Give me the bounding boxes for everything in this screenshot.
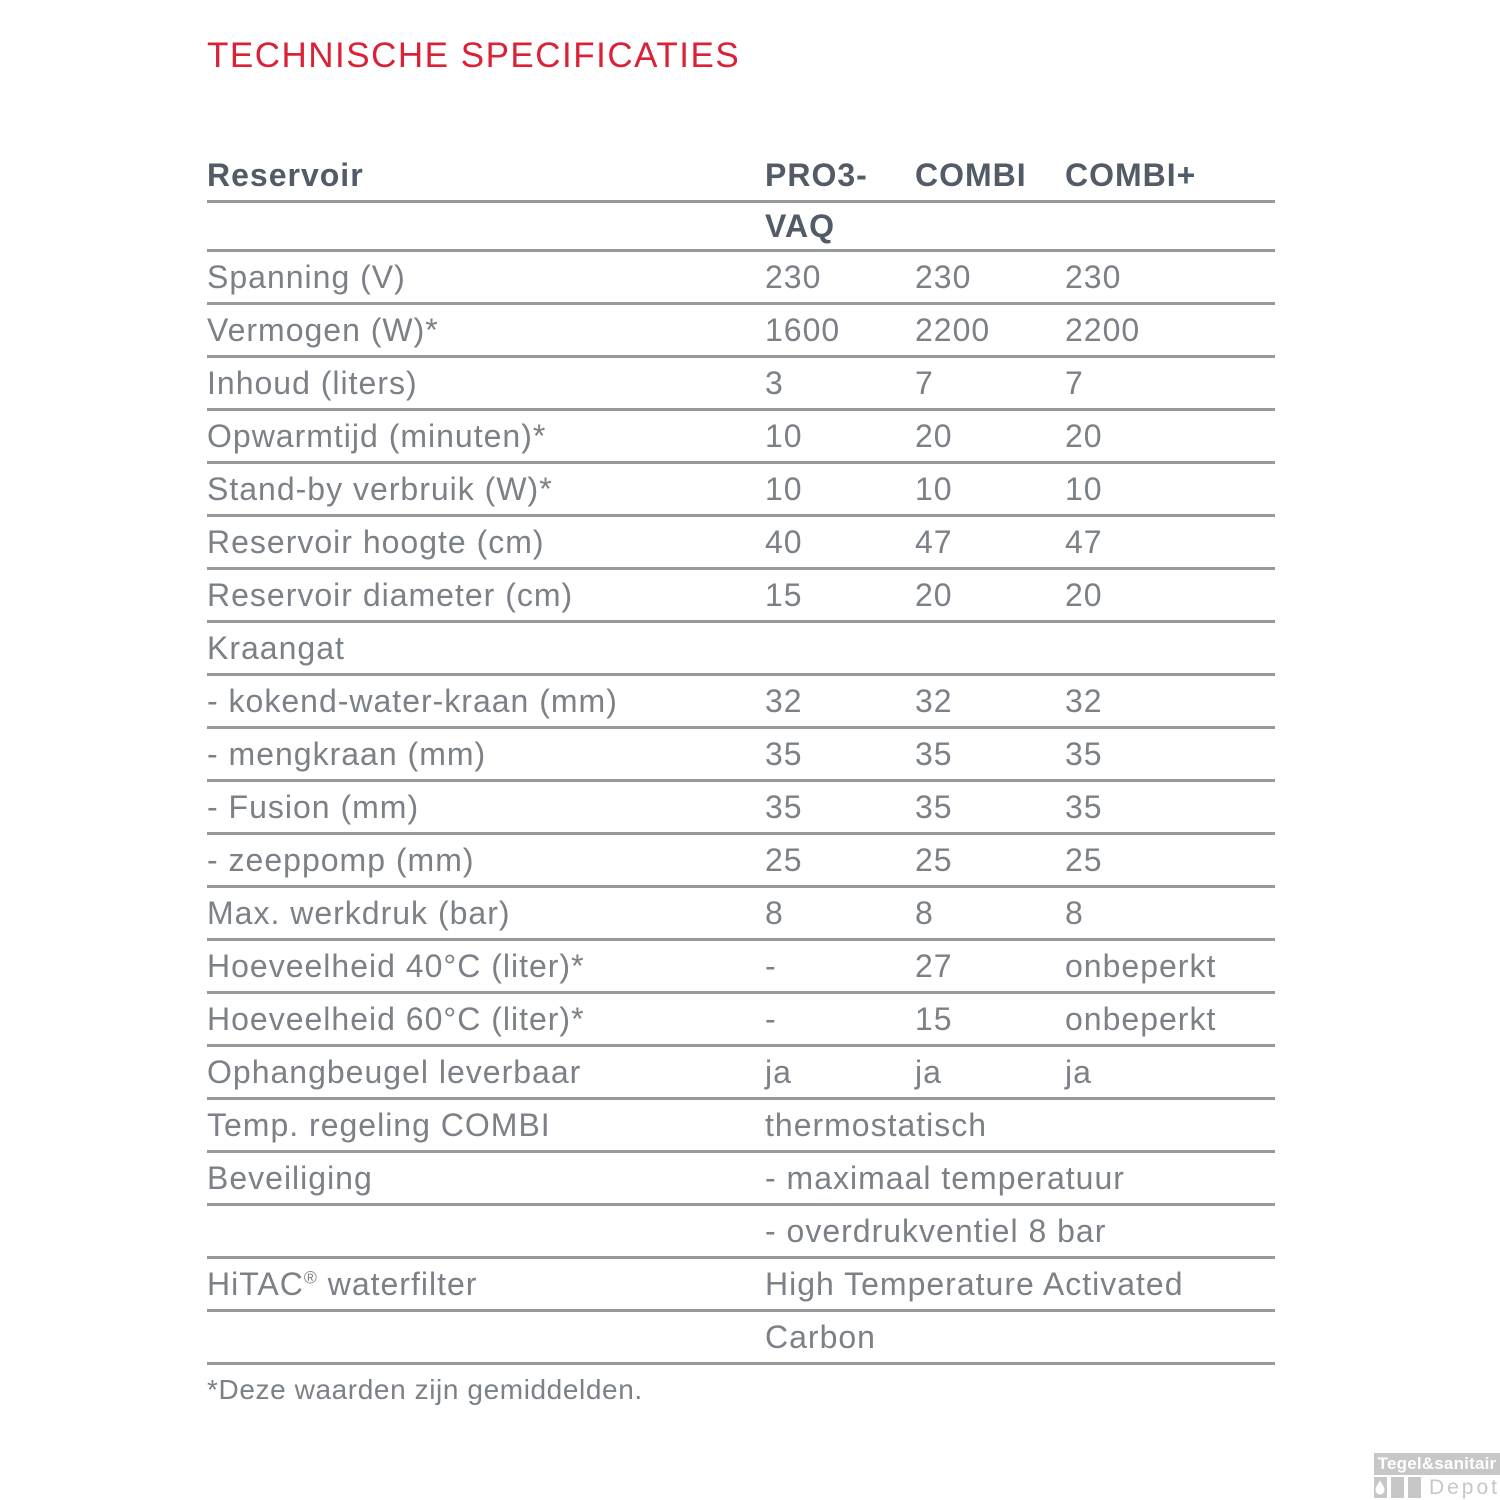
hitac-label: HiTAC — [207, 1265, 304, 1302]
row-value: 32 — [765, 682, 803, 719]
table-row — [207, 835, 1275, 888]
column-header-reservoir: Reservoir — [207, 156, 364, 193]
row-value: thermostatisch — [765, 1106, 988, 1143]
column-header-combi-plus: COMBI+ — [1065, 156, 1197, 193]
waterfilter-label: waterfilter — [317, 1265, 478, 1302]
row-value: 35 — [915, 735, 953, 772]
row-value: 10 — [765, 417, 803, 454]
table-row — [207, 570, 1275, 623]
row-value: - — [765, 1000, 777, 1037]
row-value: 10 — [915, 470, 953, 507]
table-row — [207, 517, 1275, 570]
table-row — [207, 1153, 1275, 1206]
row-label: - zeeppomp (mm) — [207, 841, 475, 878]
row-label: Spanning (V) — [207, 258, 406, 295]
row-label: Inhoud (liters) — [207, 364, 418, 401]
row-value: 15 — [915, 1000, 953, 1037]
row-value: High Temperature Activated — [765, 1265, 1184, 1302]
row-value: 230 — [765, 258, 822, 295]
table-row — [207, 358, 1275, 411]
row-value: 35 — [1065, 735, 1103, 772]
table-row — [207, 994, 1275, 1047]
table-header-row — [207, 150, 1275, 203]
logo-square — [1408, 1477, 1421, 1498]
row-label: Ophangbeugel leverbaar — [207, 1053, 582, 1090]
column-header-combi: COMBI — [915, 156, 1027, 193]
row-value: 35 — [915, 788, 953, 825]
table-header-row-2 — [207, 203, 1275, 252]
row-value: 35 — [1065, 788, 1103, 825]
row-label: Stand-by verbruik (W)* — [207, 470, 553, 507]
table-row — [207, 1100, 1275, 1153]
brand-logo — [1374, 1453, 1500, 1498]
row-value: 8 — [1065, 894, 1084, 931]
row-value: ja — [915, 1053, 942, 1090]
table-row — [207, 305, 1275, 358]
row-value: 2200 — [915, 311, 991, 348]
row-value: 2200 — [1065, 311, 1141, 348]
row-label: Temp. regeling COMBI — [207, 1106, 551, 1143]
row-value: 32 — [915, 682, 953, 719]
footnote: *Deze waarden zijn gemiddelden. — [207, 1374, 643, 1405]
row-value: 35 — [765, 735, 803, 772]
row-value: 47 — [1065, 523, 1103, 560]
column-header-vaq: VAQ — [765, 207, 835, 244]
row-label: Hoeveelheid 60°C (liter)* — [207, 1000, 585, 1037]
logo-row — [1374, 1477, 1500, 1498]
row-value: 27 — [915, 947, 953, 984]
row-value: 8 — [765, 894, 784, 931]
table-row — [207, 623, 1275, 676]
page-title: TECHNISCHE SPECIFICATIES — [207, 36, 741, 75]
row-value: 40 — [765, 523, 803, 560]
row-value: - overdrukventiel 8 bar — [765, 1212, 1107, 1249]
row-label: Kraangat — [207, 629, 345, 666]
row-value: 230 — [915, 258, 972, 295]
row-value: onbeperkt — [1065, 1000, 1217, 1037]
column-header-pro3: PRO3- — [765, 156, 868, 193]
table-row — [207, 411, 1275, 464]
row-value: 20 — [915, 576, 953, 613]
row-value: 15 — [765, 576, 803, 613]
table-row — [207, 464, 1275, 517]
row-label: Opwarmtijd (minuten)* — [207, 417, 547, 454]
row-value: 230 — [1065, 258, 1122, 295]
row-value: 25 — [915, 841, 953, 878]
row-value: - maximaal temperatuur — [765, 1159, 1125, 1196]
row-value: 8 — [915, 894, 934, 931]
row-value: Carbon — [765, 1318, 876, 1355]
row-value: onbeperkt — [1065, 947, 1217, 984]
row-label: - kokend-water-kraan (mm) — [207, 682, 618, 719]
row-value: 1600 — [765, 311, 841, 348]
row-label: Vermogen (W)* — [207, 311, 439, 348]
row-value: 20 — [1065, 417, 1103, 454]
logo-brand-label: Tegel&sanitair — [1374, 1453, 1500, 1475]
row-value: 7 — [1065, 364, 1084, 401]
row-value: 32 — [1065, 682, 1103, 719]
row-value: ja — [1065, 1053, 1092, 1090]
row-value: 47 — [915, 523, 953, 560]
table-row — [207, 888, 1275, 941]
spec-table — [207, 150, 1275, 1365]
row-label — [207, 1266, 765, 1303]
row-value: - — [765, 947, 777, 984]
row-value: 35 — [765, 788, 803, 825]
row-value: 10 — [1065, 470, 1103, 507]
row-value: 20 — [1065, 576, 1103, 613]
row-value: 3 — [765, 364, 784, 401]
droplet-icon — [1374, 1477, 1387, 1498]
table-row — [207, 1047, 1275, 1100]
table-row — [207, 1206, 1275, 1259]
table-row — [207, 1259, 1275, 1312]
row-label: - mengkraan (mm) — [207, 735, 487, 772]
table-row — [207, 252, 1275, 305]
row-value: 7 — [915, 364, 934, 401]
row-value: 25 — [765, 841, 803, 878]
row-label: Reservoir diameter (cm) — [207, 576, 574, 613]
row-label: - Fusion (mm) — [207, 788, 420, 825]
row-value: 25 — [1065, 841, 1103, 878]
table-row — [207, 676, 1275, 729]
row-value: 10 — [765, 470, 803, 507]
table-row — [207, 1312, 1275, 1365]
row-value: 20 — [915, 417, 953, 454]
row-label: Hoeveelheid 40°C (liter)* — [207, 947, 585, 984]
logo-depot-label: Depot — [1428, 1476, 1500, 1499]
row-label: Reservoir hoogte (cm) — [207, 523, 545, 560]
table-row — [207, 729, 1275, 782]
row-value: ja — [765, 1053, 792, 1090]
table-row — [207, 782, 1275, 835]
row-label: Max. werkdruk (bar) — [207, 894, 511, 931]
row-label: Beveiliging — [207, 1159, 373, 1196]
logo-square — [1391, 1477, 1404, 1498]
registered-trademark-icon: ® — [303, 1266, 318, 1287]
table-row — [207, 941, 1275, 994]
